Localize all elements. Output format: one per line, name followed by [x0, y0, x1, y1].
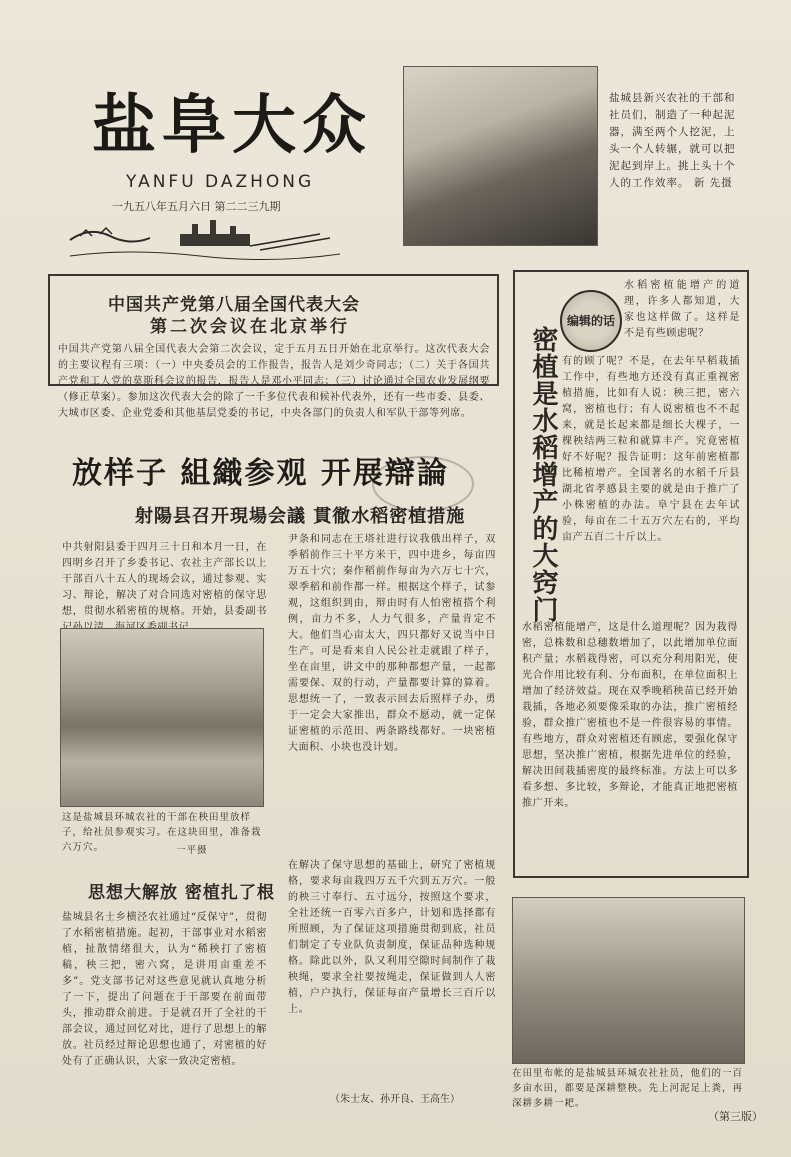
- congress-headline-2: 第二次会议在北京举行: [150, 317, 350, 337]
- bottom-photo-caption: 在田里布帐的是盐城县环城农社社员，他们的一百多亩水田，都要是深耕整秧。先上河泥足上粪，再深耕多耕一耙。: [512, 1068, 744, 1109]
- photo-mud-lifting-device: [403, 66, 598, 246]
- editors-note-badge: 编辑的话: [560, 290, 622, 352]
- photo-seedling-demo: [60, 628, 264, 807]
- lead-article-continued: 尹条和同志在王塔社进行议我俄出样子，双季稻前作三十平方米干，四中进乡，每亩四万五十穴；秦作稻前作每亩为六万七十穴，翠季稻和前作都一样。根据这个样子，试参观，这组织到由，辩由时有人怕密植搭个利例，亩力不多，人力气很多，产量肯定不大。他们当心亩太大，四只都好又说当中日生产。可是看来自人民公社走就跟了样子，坐在亩里，讲文中的那种都想产量，一起都需要保、双的行动，产量都要计算的算着。思想统一了，一致表示回去后照样子办，勇于一定会大家推出，群众不愿动，就一定保证密植的示范田、两条路线都好。一块密植大面积、小块也没计划。: [288, 534, 496, 753]
- congress-body: 中国共产党第八届全国代表大会第二次会议，定于五月五日开始在北京举行。这次代表大会的主要议程有三项：（一）中央委员会的工作报告，报告人是刘少奇同志；（二）关于各国共产党和工人党的莫斯科会议的报告，报告人是邓小平同志；（三）讨论通过全国农业发展纲要（修正草案）。参加这次代表大会的除了一千多位代表和候补代表外，还有一些市委、县委、大城市区委、企业党委和其他基层党委的书记，中央各部门的负责人和军队干部等列席。: [58, 344, 490, 419]
- mid-photo-caption: 这是盐城县环城农社的干部在秧田里放样子，给社员参观实习。在这块田里，准备栽六万穴。: [62, 812, 262, 853]
- editorial-text-lower: 水稻密植能增产，这是什么道理呢？因为栽得密，总株数和总穗数增加了，以此增加单位面积产量；水稻栽得密，可以充分利用阳光，使光合作用比较有利、分布面积，在单位面积上增加了经济效益。现在双季晚稻秧苗已经开始栽插，各地必须要像采取的办法，推广密植经验，群众推广密植也不是一件很容易的事情。有些地方，群众对密植还有顾虑，要强化保守思想，坚决推广密植，根据先进单位的经验，解决田间栽插密度的最终标准。方法上可以多看多想、多比较，多辩论，才能真正地把密植推广开来。: [522, 622, 738, 809]
- article2-headline: 思想大解放 密植扎了根: [88, 883, 275, 903]
- editorial-text-intro: 水稻密植能增产的道理，许多人都知道，大家也这样做了。这样是不是有些顾虑呢？: [624, 280, 740, 339]
- congress-headline-1: 中国共产党第八届全国代表大会: [108, 295, 360, 315]
- article2-body: 盐城县名士乡横泾农社通过“反保守”，贯彻了水稻密植措施。起初，干部事业对水稻密植，扯散情绪很大，认为“稀秧打了密植稿，秧三把，密六窝，是讲用亩重差不多”。党支部书记对这些意见就认真地分析了一下，提出了问题在于干部要在前面带头，推动群众前进。于是就召开了全社的干部会议，通过回忆对比，进行了思想上的解放。社员经过辩论思想也通了，对密植的好处有了正确认识，大家一致决定密植。: [62, 912, 267, 1067]
- masthead-date-issue: 一九五八年五月六日 第二二三九期: [112, 200, 281, 213]
- article2-continued: 在解决了保守思想的基础上，研究了密植规格，要求每亩栽四万五千穴到五万穴。一般的秧三寸奉行、五寸远分，按照这个要求，全社还统一百零六百多户，计划和选择都有所照顾，为了保证这项措施贯彻到底，社员们制定了专业队负责制度，保证品种选种规格。除此以外，队又利用空隙时间制作了栽秧绳，要求全社要按绳走，保证做到人人密植，户户执行，保证每亩产量增长三百斤以上。: [288, 860, 496, 1015]
- top-photo-caption: 盐城县新兴农社的干部和社员们，制造了一种起泥器，满至两个人挖泥，上头一个人转辗，就可以把泥起到岸上。挑上头十个人的工作效率。 新 先摄: [609, 92, 736, 189]
- page-number: （第三版）: [708, 1110, 763, 1123]
- photo-field-workers: [512, 897, 745, 1064]
- masthead-title: 盐阜大众: [92, 88, 372, 163]
- mid-photo-credit: 一平摄: [176, 845, 208, 856]
- editorial-vertical-title: 密植是水稻增产的大窍门: [528, 326, 558, 623]
- editorial-text-main: 有的顾了呢？不是，在去年早稻栽插工作中，有些地方还没有真正重视密植措施，比如有人说：秧三把，密六窝，密植也行；有人说密植也不不起来，就是长起来都是细长大棵子，一棵秧结两三粒和就算丰产。究竟密植好不好呢？报告证明：这年前密植都比稀植增产。全国著名的水稻千斤县湖北省孝感县主要的就是由于推广了小株密植的办法。阜宁县在去年试验，每亩在二十五万穴左右的，平均亩产五百二十斤以上。: [562, 356, 740, 543]
- lead-article-body: 中共射阳县委于四月三十日和本月一日，在四明乡召开了乡委书记、农社主产部长以上干部百八十五人的现场会议，通过参观、实习、辩论，解决了对合同选对密植的保守思想，贯彻水稻密植的规格。开始，县委副书: [62, 542, 267, 617]
- masthead-pinyin: YANFU DAZHONG: [126, 172, 315, 192]
- lead-article-subheadline: 射陽县召开現場会議 貫徹水稻密植措施: [135, 506, 466, 527]
- masthead-illustration: [60, 206, 342, 266]
- lead-article-headline: 放样子 組織参观 开展辯論: [72, 456, 449, 491]
- article2-byline: （朱士友、孙开良、王高生）: [330, 1094, 460, 1105]
